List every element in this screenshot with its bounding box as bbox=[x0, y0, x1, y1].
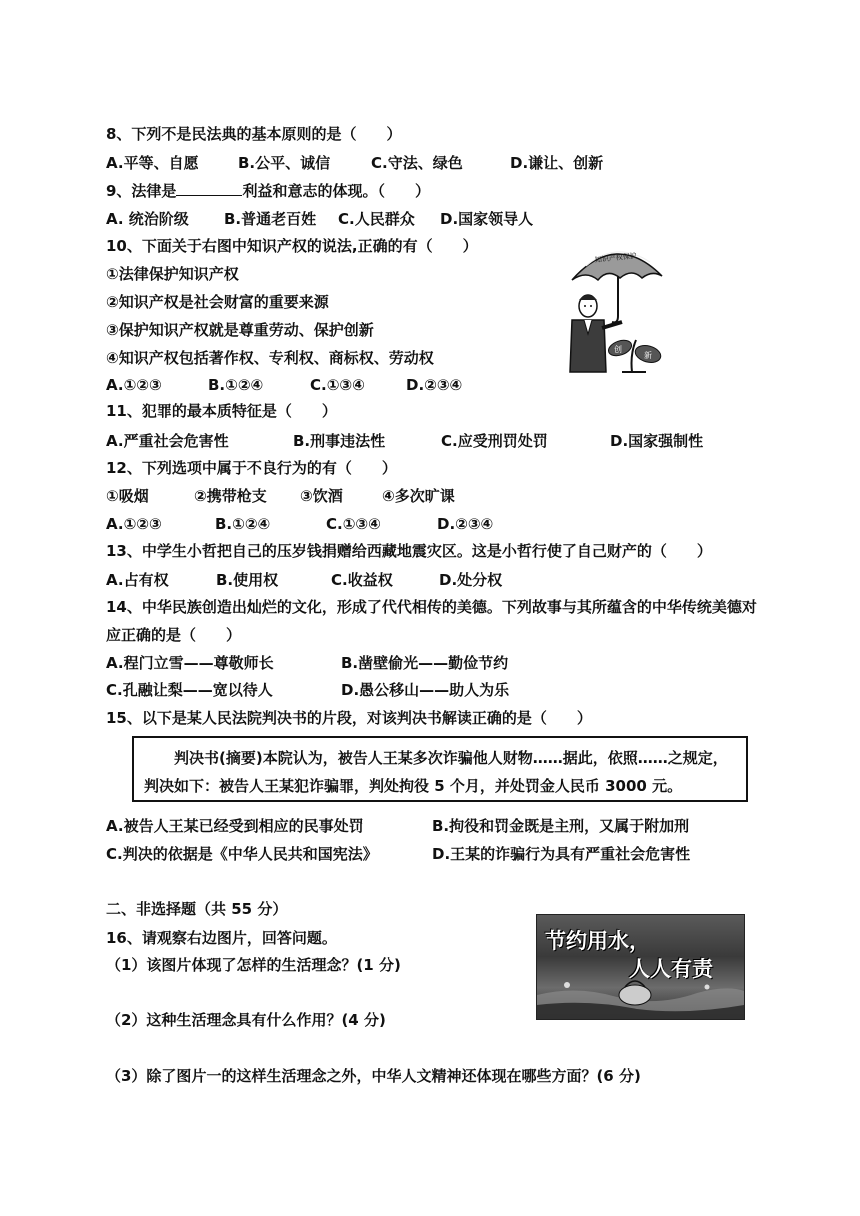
q10-option-a: A.①②③ bbox=[106, 376, 162, 394]
q12-option-a: A.①②③ bbox=[106, 515, 162, 533]
umbrella-text: 知识产权保护 bbox=[594, 251, 638, 265]
q16-subquestion-2: （2）这种生活理念具有什么作用？(4 分) bbox=[106, 1011, 386, 1029]
q14-option-b: B.凿壁偷光——勤俭节约 bbox=[341, 654, 509, 672]
q11-option-c: C.应受刑罚处罚 bbox=[441, 432, 548, 450]
q10-statement-4: ④知识产权包括著作权、专利权、商标权、劳动权 bbox=[106, 349, 434, 367]
water-saving-poster bbox=[536, 914, 745, 1020]
q9-option-a: A. 统治阶级 bbox=[106, 210, 189, 228]
question-11-stem: 11、犯罪的最本质特征是（ ） bbox=[106, 402, 337, 420]
q12-item-2: ②携带枪支 bbox=[194, 487, 267, 505]
poster-slogan-line1: 节约用水， bbox=[545, 929, 650, 953]
verdict-text-line2: 判决如下：被告人王某犯诈骗罪，判处拘役 5 个月，并处罚金人民币 3000 元。 bbox=[144, 777, 683, 795]
q14-option-c: C.孔融让梨——宽以待人 bbox=[106, 681, 273, 699]
q8-option-d: D.谦让、创新 bbox=[510, 154, 604, 172]
question-15-stem: 15、以下是某人民法院判决书的片段，对该判决书解读正确的是（ ） bbox=[106, 709, 592, 727]
q9-stem-end: 利益和意志的体现。（ ） bbox=[242, 182, 430, 200]
q13-option-c: C.收益权 bbox=[331, 571, 393, 589]
q16-subquestion-3: （3）除了图片一的这样生活理念之外，中华人文精神还体现在哪些方面？(6 分) bbox=[106, 1067, 641, 1085]
q15-option-b: B.拘役和罚金既是主刑，又属于附加刑 bbox=[432, 817, 690, 835]
ip-umbrella-illustration bbox=[566, 236, 666, 376]
q12-item-4: ④多次旷课 bbox=[382, 487, 455, 505]
q10-statement-2: ②知识产权是社会财富的重要来源 bbox=[106, 293, 329, 311]
poster-slogan-line2: 人人有责 bbox=[629, 957, 713, 981]
question-12-stem: 12、下列选项中属于不良行为的有（ ） bbox=[106, 459, 397, 477]
q15-option-c: C.判决的依据是《中华人民共和国宪法》 bbox=[106, 845, 378, 863]
question-14-stem-line2: 应正确的是（ ） bbox=[106, 626, 242, 644]
q13-option-b: B.使用权 bbox=[216, 571, 279, 589]
q8-option-c: C.守法、绿色 bbox=[371, 154, 463, 172]
q8-option-a: A.平等、自愿 bbox=[106, 154, 199, 172]
q10-statement-3: ③保护知识产权就是尊重劳动、保护创新 bbox=[106, 321, 374, 339]
q11-option-b: B.刑事违法性 bbox=[293, 432, 386, 450]
q12-option-c: C.①③④ bbox=[326, 515, 381, 533]
q9-option-c: C.人民群众 bbox=[338, 210, 415, 228]
q9-fill-blank bbox=[176, 181, 242, 196]
q10-option-c: C.①③④ bbox=[310, 376, 365, 394]
q16-subquestion-1: （1）该图片体现了怎样的生活理念？(1 分) bbox=[106, 956, 401, 974]
question-14-stem-line1: 14、中华民族创造出灿烂的文化，形成了代代相传的美德。下列故事与其所蕴含的中华传统美德对 bbox=[106, 598, 757, 616]
q15-option-a: A.被告人王某已经受到相应的民事处罚 bbox=[106, 817, 364, 835]
q8-option-b: B.公平、诚信 bbox=[238, 154, 331, 172]
q10-option-d: D.②③④ bbox=[406, 376, 463, 394]
question-9-stem bbox=[106, 181, 430, 201]
q12-item-3: ③饮酒 bbox=[300, 487, 343, 505]
question-16-stem: 16、请观察右边图片，回答问题。 bbox=[106, 929, 337, 947]
section-2-heading: 二、非选择题（共 55 分） bbox=[106, 900, 288, 918]
q9-option-d: D.国家领导人 bbox=[440, 210, 534, 228]
q9-stem-start: 9、法律是 bbox=[106, 182, 177, 200]
q9-option-b: B.普通老百姓 bbox=[224, 210, 317, 228]
question-8-stem: 8、下列不是民法典的基本原则的是（ ） bbox=[106, 125, 402, 143]
question-13-stem: 13、中学生小哲把自己的压岁钱捐赠给西藏地震灾区。这是小哲行使了自己财产的（ ） bbox=[106, 542, 712, 560]
q12-option-b: B.①②④ bbox=[215, 515, 271, 533]
q10-option-b: B.①②④ bbox=[208, 376, 264, 394]
verdict-excerpt-box bbox=[132, 736, 748, 802]
verdict-text-line1: 判决书(摘要)本院认为，被告人王某多次诈骗他人财物……据此，依照……之规定， bbox=[174, 749, 728, 767]
q11-option-a: A.严重社会危害性 bbox=[106, 432, 229, 450]
q14-option-a: A.程门立雪——尊敬师长 bbox=[106, 654, 274, 672]
question-10-stem: 10、下面关于右图中知识产权的说法,正确的有（ ） bbox=[106, 237, 478, 255]
q15-option-d: D.王某的诈骗行为具有严重社会危害性 bbox=[432, 845, 691, 863]
q13-option-d: D.处分权 bbox=[439, 571, 503, 589]
q11-option-d: D.国家强制性 bbox=[610, 432, 704, 450]
q12-item-1: ①吸烟 bbox=[106, 487, 149, 505]
svg-text:创: 创 bbox=[614, 345, 622, 354]
q13-option-a: A.占有权 bbox=[106, 571, 169, 589]
svg-text:新: 新 bbox=[644, 351, 652, 360]
q10-statement-1: ①法律保护知识产权 bbox=[106, 265, 239, 283]
q14-option-d: D.愚公移山——助人为乐 bbox=[341, 681, 510, 699]
q12-option-d: D.②③④ bbox=[437, 515, 494, 533]
